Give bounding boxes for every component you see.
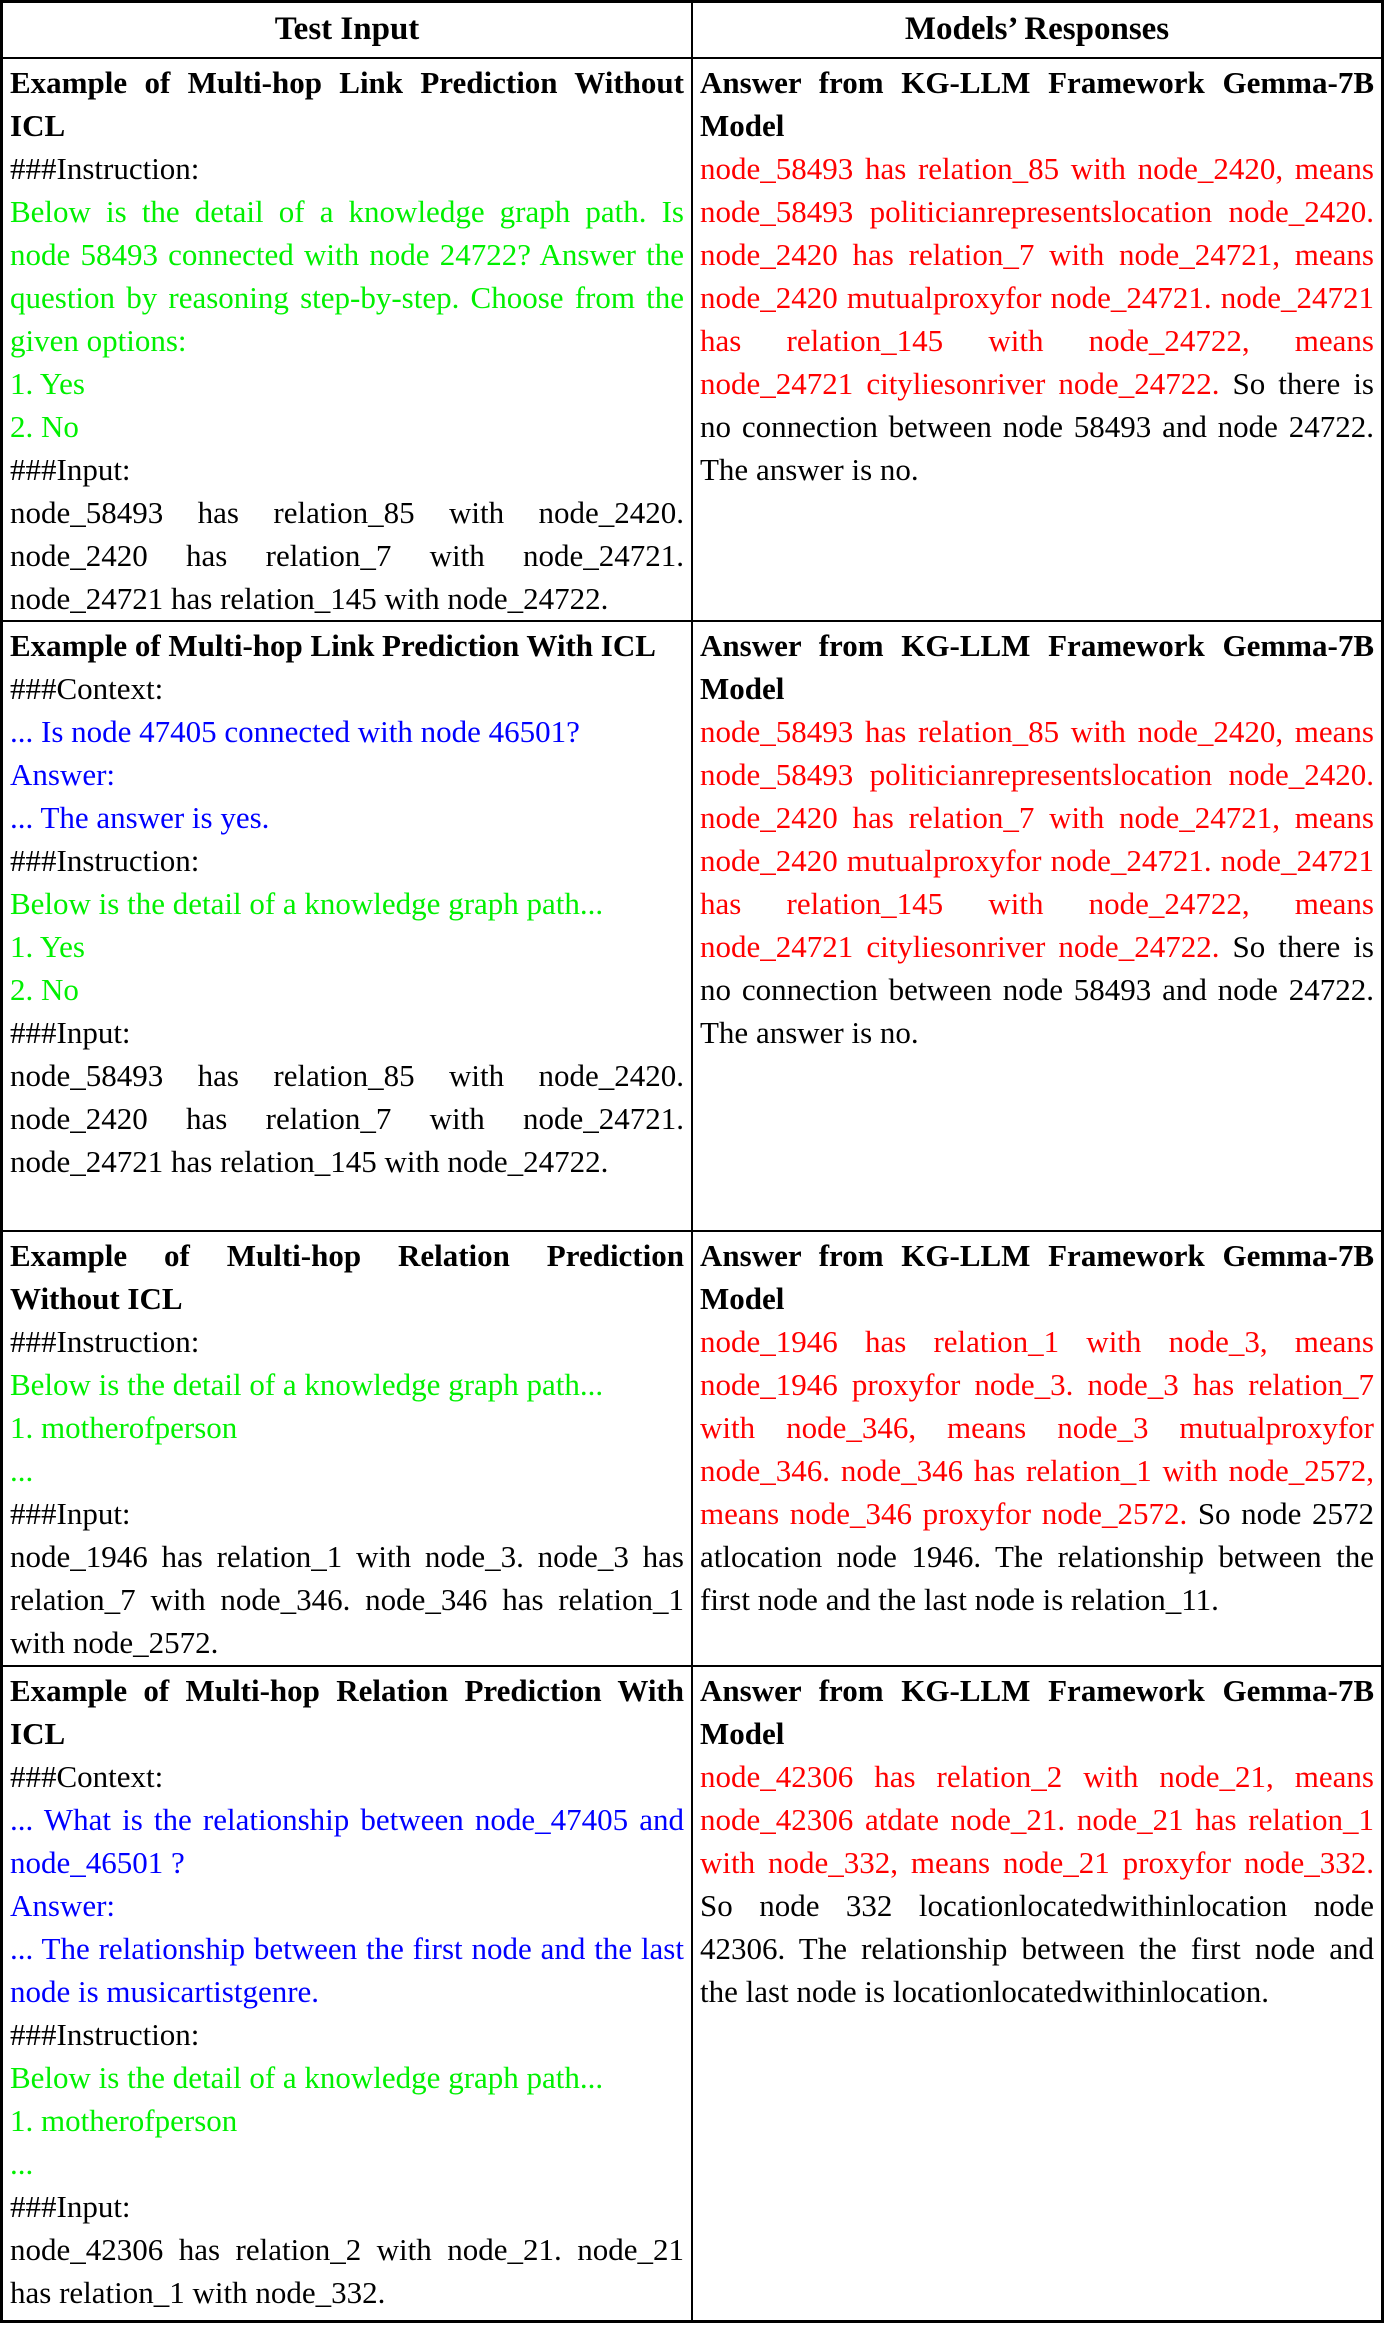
table-row (2, 58, 1383, 621)
text-segment: Example of Multi-hop Link Prediction With ICL (10, 627, 656, 663)
text-block (700, 1755, 1374, 2013)
text-block (10, 839, 684, 882)
model-response-cell (692, 621, 1383, 1231)
text-block (10, 147, 684, 190)
text-block (10, 448, 684, 491)
text-block (700, 1669, 1374, 1755)
table-body (2, 58, 1383, 2322)
text-block (700, 1320, 1374, 1621)
text-block (10, 1011, 684, 1054)
text-block (10, 1054, 684, 1183)
table-row (2, 1666, 1383, 2322)
text-block (10, 1669, 684, 1755)
text-block (10, 405, 684, 448)
text-segment: ###Input: (10, 451, 131, 487)
text-segment: node_58493 has relation_85 with node_2420, means node_58493 politicianrepresentslocation node_2420. node_2420 has relation_7 with node_24721, means node_2420 mutualproxyfor node_24721. node_24721 has relation_145 with node_24722, means node_24721 cityliesonriver node_24722. (700, 713, 1374, 964)
text-segment: ... The answer is yes. (10, 799, 270, 835)
text-block (10, 624, 684, 667)
text-segment: 2. No (10, 971, 79, 1007)
test-input-cell (2, 621, 693, 1231)
text-segment: ###Context: (10, 1758, 164, 1794)
text-block (10, 190, 684, 362)
text-segment: ... Is node 47405 connected with node 46501? (10, 713, 580, 749)
text-block (10, 2185, 684, 2228)
text-segment: Below is the detail of a knowledge graph path. Is node 58493 connected with node 24722? Answer the question by reasoning step-by-step. Choose from the given options: (10, 193, 684, 358)
text-segment: ###Instruction: (10, 842, 200, 878)
text-block (10, 1798, 684, 1884)
test-input-cell (2, 1231, 693, 1666)
text-block (700, 1234, 1374, 1320)
text-block (10, 1363, 684, 1406)
text-segment: Below is the detail of a knowledge graph path... (10, 2059, 604, 2095)
text-segment: ###Input: (10, 1495, 131, 1531)
text-segment: ... (10, 1452, 34, 1488)
text-block (10, 1492, 684, 1535)
text-block (10, 882, 684, 925)
text-block (10, 925, 684, 968)
text-block (10, 362, 684, 405)
text-segment: ###Input: (10, 2188, 131, 2224)
text-block (10, 2142, 684, 2185)
text-block (700, 61, 1374, 147)
text-segment: Example of Multi-hop Link Prediction Without ICL (10, 64, 684, 143)
text-segment: ... The relationship between the first node and the last node is musicartistgenre. (10, 1930, 684, 2009)
text-block (10, 1755, 684, 1798)
column-header-test-input: Test Input (2, 2, 693, 58)
text-segment: node_42306 has relation_2 with node_21, means node_42306 atdate node_21. node_21 has relation_1 with node_332, means node_21 proxyfor node_332. (700, 1758, 1374, 1880)
text-block (10, 61, 684, 147)
table-header (2, 2, 1383, 58)
text-block (10, 1884, 684, 1927)
text-segment: Answer: (10, 1887, 116, 1923)
column-header-models-responses: Models’ Responses (692, 2, 1383, 58)
text-segment: ###Instruction: (10, 1323, 200, 1359)
text-block (10, 796, 684, 839)
text-segment: So node 332 locationlocatedwithinlocation node 42306. The relationship between the first node and the last node is locationlocatedwithinlocation. (700, 1887, 1374, 2009)
text-block (10, 968, 684, 1011)
text-segment: So there is no connection between node 58493 and node 24722. The answer is no. (700, 928, 1374, 1050)
text-segment: ... (10, 2145, 34, 2181)
text-segment: Example of Multi-hop Relation Prediction With ICL (10, 1672, 684, 1751)
text-segment: ###Instruction: (10, 150, 200, 186)
text-segment: node_58493 has relation_85 with node_2420. node_2420 has relation_7 with node_24721. node_24721 has relation_145 with node_24722. (10, 1057, 684, 1179)
header-row (2, 2, 1383, 58)
text-block (700, 624, 1374, 710)
text-segment: node_1946 has relation_1 with node_3. node_3 has relation_7 with node_346. node_346 has relation_1 with node_2572. (10, 1538, 684, 1660)
text-block (10, 753, 684, 796)
text-segment: ... What is the relationship between node_47405 and node_46501 ? (10, 1801, 684, 1880)
text-block (10, 1927, 684, 2013)
text-segment: Answer from KG-LLM Framework Gemma-7B Model (700, 1237, 1374, 1316)
table-row (2, 621, 1383, 1231)
text-block (10, 2099, 684, 2142)
text-block (10, 2228, 684, 2314)
model-response-cell (692, 58, 1383, 621)
text-block (10, 1449, 684, 1492)
text-segment: Answer from KG-LLM Framework Gemma-7B Model (700, 1672, 1374, 1751)
text-block (10, 2056, 684, 2099)
text-block (10, 2013, 684, 2056)
text-segment: node_42306 has relation_2 with node_21. node_21 has relation_1 with node_332. (10, 2231, 684, 2310)
text-segment: 1. motherofperson (10, 1409, 238, 1445)
text-segment: So node 2572 atlocation node 1946. The relationship between the first node and the last node is relation_11. (700, 1495, 1374, 1617)
text-segment: 1. Yes (10, 928, 85, 964)
text-segment: 2. No (10, 408, 79, 444)
text-segment: node_1946 has relation_1 with node_3, means node_1946 proxyfor node_3. node_3 has relation_7 with node_346, means node_3 mutualproxyfor node_346. node_346 has relation_1 with node_2572, means node_346 proxyfor node_2572. (700, 1323, 1374, 1531)
text-segment: 1. Yes (10, 365, 85, 401)
text-block (10, 491, 684, 620)
text-block (700, 710, 1374, 1054)
model-response-cell (692, 1666, 1383, 2322)
text-block (10, 710, 684, 753)
text-segment: 1. motherofperson (10, 2102, 238, 2138)
text-block (700, 147, 1374, 491)
text-block (10, 1535, 684, 1664)
text-block (10, 667, 684, 710)
text-segment: ###Context: (10, 670, 164, 706)
table-row (2, 1231, 1383, 1666)
text-block (10, 1320, 684, 1363)
text-segment: node_58493 has relation_85 with node_2420. node_2420 has relation_7 with node_24721. node_24721 has relation_145 with node_24722. (10, 494, 684, 616)
test-input-cell (2, 1666, 693, 2322)
text-segment: ###Instruction: (10, 2016, 200, 2052)
model-response-cell (692, 1231, 1383, 1666)
text-segment: Answer from KG-LLM Framework Gemma-7B Model (700, 627, 1374, 706)
text-segment: ###Input: (10, 1014, 131, 1050)
text-block (10, 1406, 684, 1449)
text-segment: So there is no connection between node 58493 and node 24722. The answer is no. (700, 365, 1374, 487)
text-segment: Example of Multi-hop Relation Prediction Without ICL (10, 1237, 684, 1316)
text-segment: Below is the detail of a knowledge graph path... (10, 885, 604, 921)
text-segment: Answer from KG-LLM Framework Gemma-7B Model (700, 64, 1374, 143)
test-input-cell (2, 58, 693, 621)
text-segment: Answer: (10, 756, 116, 792)
text-block (10, 1234, 684, 1320)
text-segment: node_58493 has relation_85 with node_2420, means node_58493 politicianrepresentslocation node_2420. node_2420 has relation_7 with node_24721, means node_2420 mutualproxyfor node_24721. node_24721 has relation_145 with node_24722, means node_24721 cityliesonriver node_24722. (700, 150, 1374, 401)
text-segment: Below is the detail of a knowledge graph path... (10, 1366, 604, 1402)
